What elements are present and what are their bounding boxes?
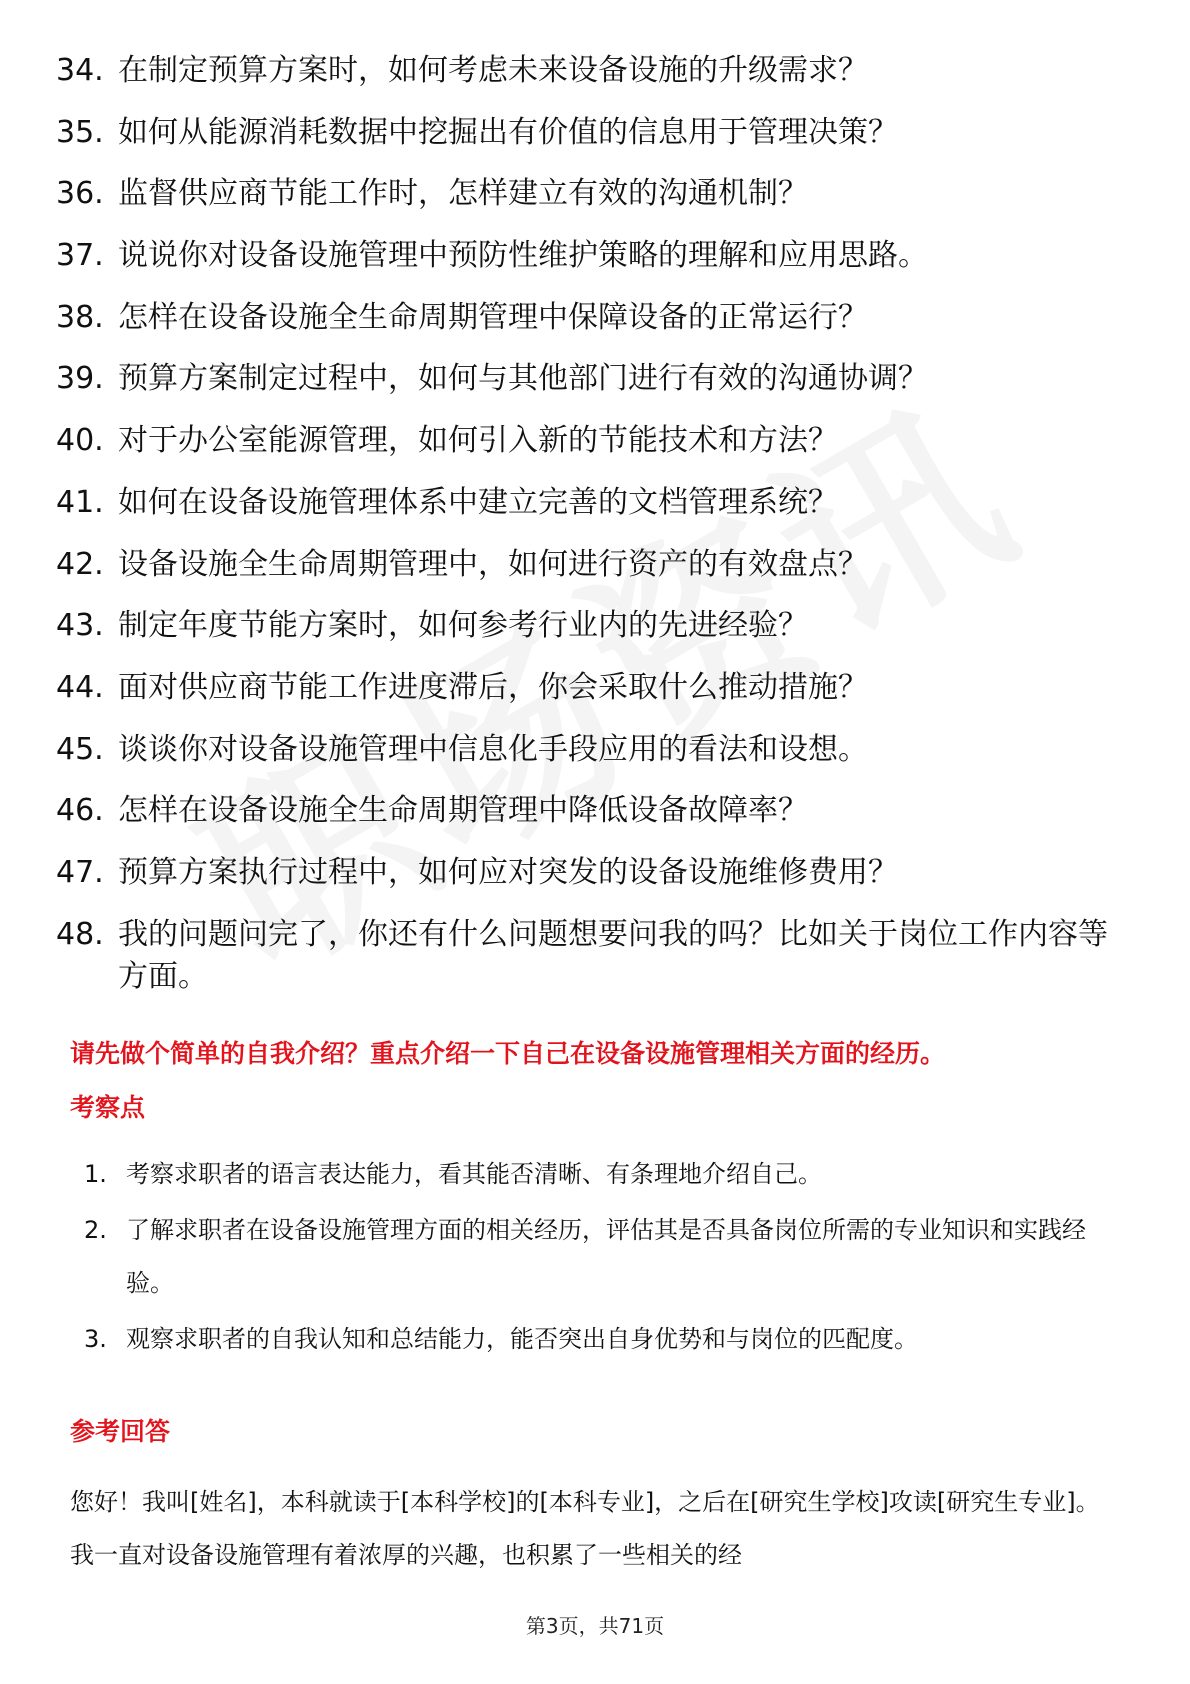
answer-heading: 参考回答 bbox=[70, 1417, 171, 1446]
page-footer: 第3页，共71页 bbox=[525, 1614, 665, 1638]
question-text: 如何在设备设施管理体系中建立完善的文档管理系统？ bbox=[118, 484, 838, 520]
question-item bbox=[56, 235, 1136, 277]
question-item bbox=[56, 420, 1136, 462]
question-number: 40. bbox=[56, 423, 104, 459]
question-number: 44. bbox=[56, 669, 104, 705]
question-item bbox=[56, 482, 1136, 524]
question-text: 说说你对设备设施管理中预防性维护策略的理解和应用思路。 bbox=[118, 238, 928, 274]
question-item bbox=[56, 50, 1136, 92]
question-text: 制定年度节能方案时，如何参考行业内的先进经验？ bbox=[118, 608, 808, 644]
question-number: 38. bbox=[56, 299, 104, 335]
question-text: 我的问题问完了，你还有什么问题想要问我的吗？比如关于岗位工作内容等方面。 bbox=[118, 916, 1108, 994]
question-item bbox=[56, 605, 1136, 647]
question-item bbox=[56, 358, 1136, 400]
question-item bbox=[56, 667, 1136, 709]
question-number: 34. bbox=[56, 53, 104, 88]
question-text: 在制定预算方案时，如何考虑未来设备设施的升级需求？ bbox=[118, 53, 868, 88]
focus-point-number: 1. bbox=[84, 1160, 107, 1188]
question-item bbox=[56, 729, 1136, 771]
question-text: 怎样在设备设施全生命周期管理中保障设备的正常运行？ bbox=[118, 299, 868, 335]
question-item bbox=[56, 544, 1136, 586]
question-item bbox=[56, 297, 1136, 339]
question-number: 37. bbox=[56, 238, 104, 274]
question-number: 47. bbox=[56, 854, 104, 890]
focus-point bbox=[84, 1313, 1124, 1366]
question-text: 怎样在设备设施全生命周期管理中降低设备故障率？ bbox=[118, 793, 808, 829]
question-text: 谈谈你对设备设施管理中信息化手段应用的看法和设想。 bbox=[118, 731, 868, 767]
question-text: 面对供应商节能工作进度滞后，你会采取什么推动措施？ bbox=[118, 669, 868, 705]
focus-point-text: 观察求职者的自我认知和总结能力，能否突出自身优势和与岗位的匹配度。 bbox=[126, 1325, 918, 1353]
question-number: 46. bbox=[56, 793, 104, 829]
question-number: 41. bbox=[56, 484, 104, 520]
focus-point-number: 2. bbox=[84, 1216, 107, 1244]
question-item bbox=[56, 790, 1136, 832]
question-number: 42. bbox=[56, 546, 104, 582]
question-number: 36. bbox=[56, 176, 104, 212]
focus-point bbox=[84, 1204, 1124, 1310]
question-number: 39. bbox=[56, 361, 104, 397]
question-item bbox=[56, 112, 1136, 154]
focus-point-number: 3. bbox=[84, 1325, 107, 1353]
question-list bbox=[56, 50, 1136, 998]
question-item bbox=[56, 852, 1136, 894]
question-number: 35. bbox=[56, 114, 104, 150]
focus-point bbox=[84, 1148, 1124, 1201]
question-text: 如何从能源消耗数据中挖掘出有价值的信息用于管理决策？ bbox=[118, 114, 898, 150]
featured-question: 请先做个简单的自我介绍？重点介绍一下自己在设备设施管理相关方面的经历。 bbox=[70, 1039, 946, 1068]
focus-heading: 考察点 bbox=[70, 1093, 146, 1122]
focus-point-text: 了解求职者在设备设施管理方面的相关经历，评估其是否具备岗位所需的专业知识和实践经验。 bbox=[126, 1216, 1086, 1297]
answer-text: 您好！我叫[姓名]，本科就读于[本科学校]的[本科专业]，之后在[研究生学校]攻读[研究生专业]。我一直对设备设施管理有着浓厚的兴趣，也积累了一些相关的经 bbox=[70, 1488, 1100, 1569]
question-item bbox=[56, 173, 1136, 215]
focus-point-list bbox=[84, 1148, 1124, 1369]
question-number: 48. bbox=[56, 916, 104, 952]
question-text: 预算方案制定过程中，如何与其他部门进行有效的沟通协调？ bbox=[118, 361, 928, 397]
question-item bbox=[56, 914, 1136, 998]
question-text: 设备设施全生命周期管理中，如何进行资产的有效盘点？ bbox=[118, 546, 868, 582]
focus-point-text: 考察求职者的语言表达能力，看其能否清晰、有条理地介绍自己。 bbox=[126, 1160, 822, 1188]
question-text: 对于办公室能源管理，如何引入新的节能技术和方法？ bbox=[118, 423, 838, 459]
question-text: 预算方案执行过程中，如何应对突发的设备设施维修费用？ bbox=[118, 854, 898, 890]
question-text: 监督供应商节能工作时，怎样建立有效的沟通机制？ bbox=[118, 176, 808, 212]
question-number: 43. bbox=[56, 608, 104, 644]
question-number: 45. bbox=[56, 731, 104, 767]
